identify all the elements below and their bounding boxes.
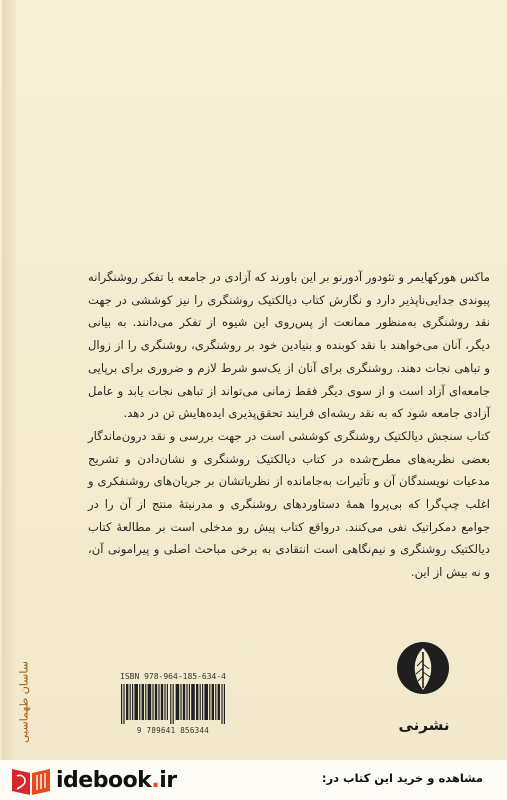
blurb-text (88, 266, 490, 584)
publisher-name: نشرنی (398, 716, 450, 734)
blurb-paragraph: کتاب سنجش دیالکتیک روشنگری کوششی است در جهت بررسی و نقد درون‌ماندگار بعضی نظریه‌های مطرح‌شده در کتاب دیالکتیک روشنگری و نشان‌دادن و تشریح مدعیات نویسندگان آن و تأثیرات به‌جامانده از نظریاتشان بر جریان‌های روشنفکری و اغلب چپ‌گرا که بی‌پروا همهٔ دستاوردهای روشنگری و مدرنیتهٔ منتج از آن را در جوامع دمکراتیک نفی می‌کنند. درواقع کتاب پیش رو مدخلی است بر مطالعهٔ کتاب دیالکتیک روشنگری و نیم‌نگاهی است انتقادی به برخی مباحث اصلی و پیرامونی آن، و نه بیش از این. (88, 428, 490, 580)
barcode-icon (119, 684, 227, 724)
isbn-barcode (111, 672, 235, 738)
blurb-paragraph: ماکس هورکهایمر و تئودور آدورنو بر این باورند که آزادی در جامعه با تفکر روشنگرانه پیوندی جدایی‌ناپذیر دارد و نگارش کتاب دیالکتیک روشنگری را نیز کوششی در جهت نقد روشنگری به‌منظور ممانعت از پس‌روی این شیوه از تفکر می‌دانند. به بیانی دیگر، آنان می‌خواهند با نقد کوبنده و بنیادین خود بر روشنگری، روشنگری را از زوال و تباهی نجات دهند. روشنگری برای آنان از یک‌سو شرط لازم و ضروری برای برپایی جامعه‌ای آزاد است و از سوی دیگر فقط زمانی می‌تواند از تباهی نجات یابد و عامل آزادی جامعه شود که به نقد ریشه‌ای فرایند تحقق‌پذیری ایده‌هایش تن در دهد. (88, 270, 490, 421)
barcode-digits: 9 789641 856344 (136, 726, 210, 735)
handwritten-signature (4, 652, 44, 752)
wordmark-dot: . (151, 767, 160, 793)
open-book-icon (8, 763, 54, 797)
wordmark-main: idebook (56, 767, 152, 793)
isbn-label: ISBN 978-964-185-634-4 (120, 672, 226, 681)
signature-text: ساسان طهماسبی (17, 661, 31, 743)
idebook-wordmark (56, 768, 177, 793)
wordmark-tld: ir (159, 767, 177, 793)
idebook-logo[interactable] (8, 764, 177, 796)
advert-banner[interactable] (0, 760, 507, 800)
publisher-logo-icon (395, 640, 451, 720)
banner-caption: مشاهده و خرید این کتاب در: (321, 771, 483, 785)
